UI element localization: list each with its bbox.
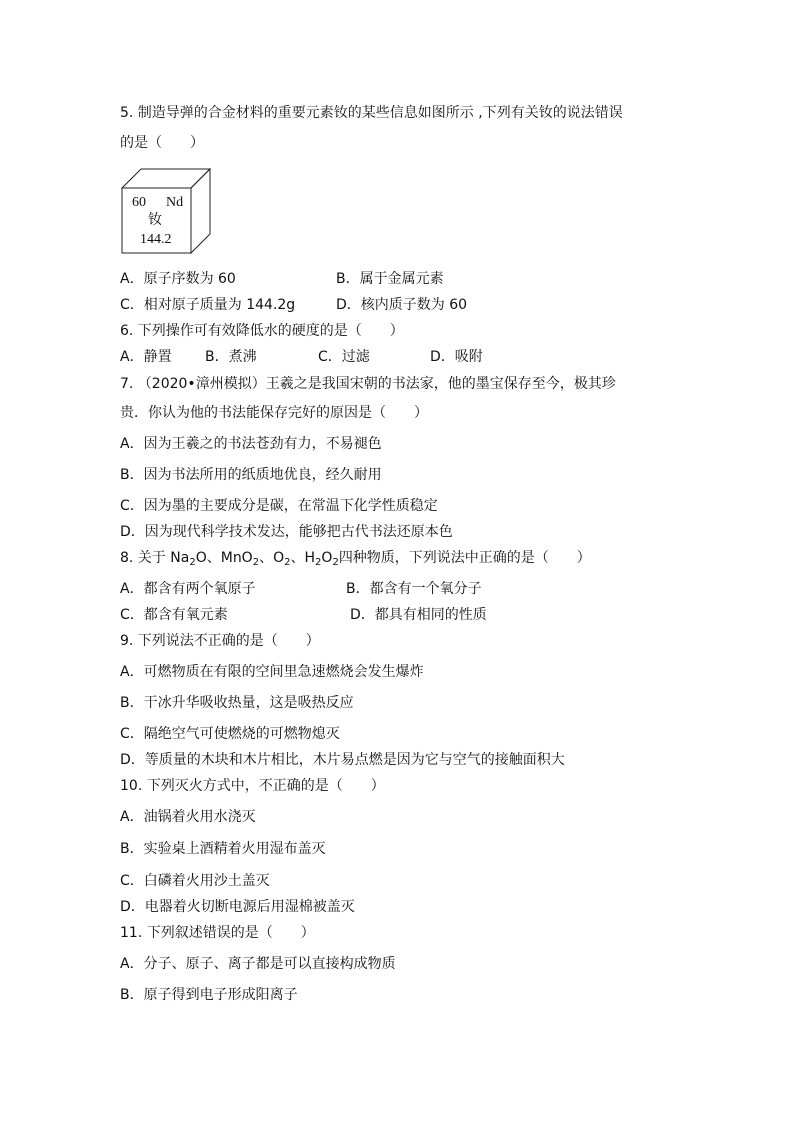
q5-option-a: A．原子序数为 60 — [120, 271, 236, 287]
q11-stem: 11. 下列叙述错误的是（ ） — [120, 925, 315, 941]
q10-option-b: B．实验桌上酒精着火用湿布盖灭 — [120, 841, 326, 857]
element-name: 钕 — [148, 213, 162, 228]
element-card-neodymium — [121, 168, 211, 254]
formula-oxygen: $O_2$、 — [273, 550, 305, 568]
element-atomic-mass: 144.2 — [140, 232, 172, 247]
q6-option-a: A．静置 — [120, 349, 172, 365]
q7-stem-line2: 贵．你认为他的书法能保存完好的原因是（ ） — [120, 405, 428, 421]
q6-option-c: C．过滤 — [318, 349, 370, 365]
q9-stem: 9. 下列说法不正确的是（ ） — [120, 633, 320, 649]
q8-option-d: D．都具有相同的性质 — [350, 607, 487, 623]
q9-option-c: C．隔绝空气可使燃烧的可燃物熄灭 — [120, 726, 340, 742]
q5-option-c: C．相对原子质量为 144.2g — [120, 297, 296, 313]
q8-option-a: A．都含有两个氧原子 — [120, 581, 256, 597]
q5-stem-line1: 5. 制造导弹的合金材料的重要元素钕的某些信息如图所示 ,下列有关钕的说法错误 — [120, 105, 623, 121]
q7-option-c: C．因为墨的主要成分是碳，在常温下化学性质稳定 — [120, 498, 438, 514]
q10-stem: 10. 下列灭火方式中，不正确的是（ ） — [120, 778, 385, 794]
element-atomic-number: 60 — [132, 195, 146, 210]
q10-option-c: C．白磷着火用沙土盖灭 — [120, 873, 270, 889]
q8-stem-prefix: 8. 关于 — [120, 550, 171, 566]
q5-option-b: B．属于金属元素 — [336, 271, 444, 287]
q10-option-a: A．油锅着火用水浇灭 — [120, 809, 256, 825]
q7-option-b: B．因为书法所用的纸质地优良，经久耐用 — [120, 467, 382, 483]
q11-option-b: B．原子得到电子形成阳离子 — [120, 987, 298, 1003]
formula-sodium-oxide: $Na_2O$、 — [170, 550, 221, 568]
q9-option-b: B．干冰升华吸收热量，这是吸热反应 — [120, 695, 354, 711]
q5-option-d: D．核内质子数为 60 — [336, 297, 468, 313]
element-symbol: Nd — [166, 195, 184, 210]
q8-stem-suffix: 四种物质，下列说法中正确的是（ ） — [338, 550, 591, 566]
q8-option-b: B．都含有一个氧分子 — [346, 581, 482, 597]
formula-manganese-dioxide: MnO$_2$、 — [220, 550, 274, 568]
q11-option-a: A．分子、原子、离子都是可以直接构成物质 — [120, 956, 396, 972]
q7-option-d: D．因为现代科学技术发达，能够把古代书法还原本色 — [120, 524, 453, 540]
q8-stem — [120, 549, 591, 567]
q6-option-d: D．吸附 — [430, 349, 483, 365]
q8-option-c: C．都含有氧元素 — [120, 607, 228, 623]
q9-option-a: A．可燃物质在有限的空间里急速燃烧会发生爆炸 — [120, 664, 424, 680]
q5-stem-line2: 的是（ ） — [120, 135, 204, 151]
q6-option-b: B．煮沸 — [205, 349, 257, 365]
q7-stem-line1: 7. （2020•漳州模拟）王羲之是我国宋朝的书法家，他的墨宝保存至今，极其珍 — [120, 376, 616, 392]
q7-option-a: A．因为王羲之的书法苍劲有力，不易褪色 — [120, 436, 382, 452]
q9-option-d: D．等质量的木块和木片相比，木片易点燃是因为它与空气的接触面积大 — [120, 752, 565, 768]
q6-stem: 6. 下列操作可有效降低水的硬度的是（ ） — [120, 323, 404, 339]
formula-hydrogen-peroxide: $H_2O_2$ — [304, 550, 339, 568]
q10-option-d: D．电器着火切断电源后用湿棉被盖灭 — [120, 899, 355, 915]
